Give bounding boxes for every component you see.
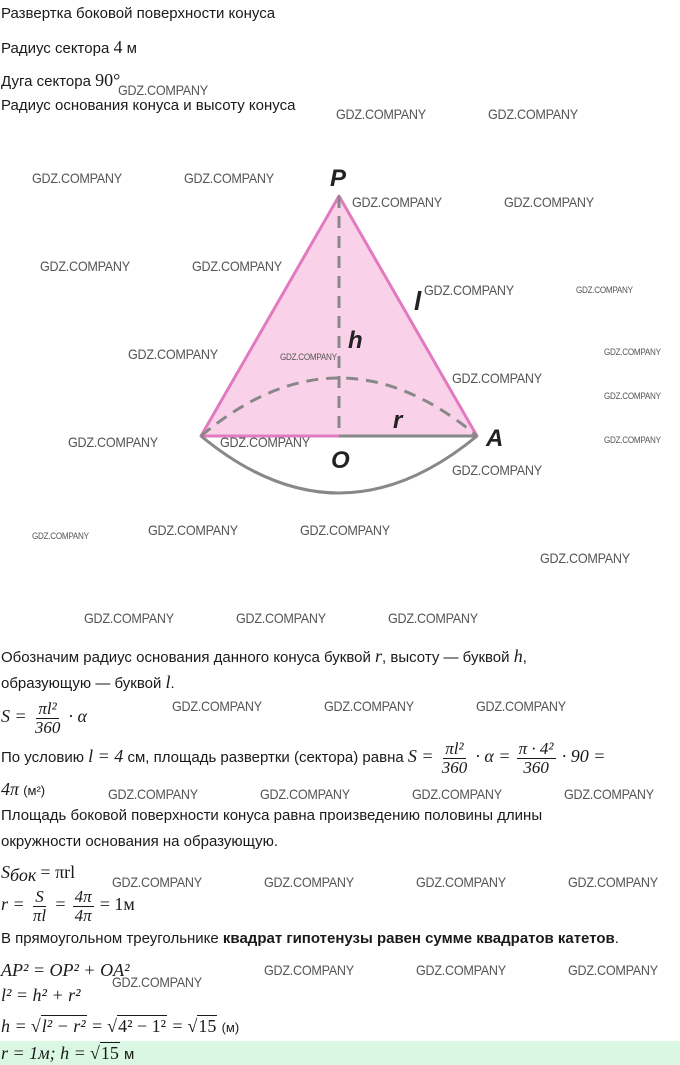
watermark: GDZ.COMPANY [148, 522, 238, 538]
intro-line-2 [1, 672, 175, 694]
watermark: GDZ.COMPANY [220, 434, 310, 450]
sbok-sub: бок [10, 865, 37, 885]
r-num-1: S [35, 886, 44, 906]
f1-fraction [33, 700, 63, 737]
pythagoras-text [1, 929, 619, 949]
var-h: h [513, 646, 523, 666]
f1-tail: · α [68, 706, 87, 726]
formula-r [1, 886, 135, 925]
eq-ap: AP² = OP² + OA² [1, 960, 130, 980]
intro-line-1 [1, 646, 527, 668]
watermark: GDZ.COMPANY [576, 285, 633, 295]
eq-h-root-2: 4² − 1² [118, 1016, 167, 1036]
cond-mid: · α = [475, 746, 511, 766]
f1-num: πl² [38, 698, 57, 718]
cond-num-1: πl² [445, 738, 464, 758]
watermark: GDZ.COMPANY [118, 82, 208, 98]
watermark: GDZ.COMPANY [336, 106, 426, 122]
eq-h-lhs: h = [1, 1016, 27, 1036]
lateral-text-1: Площадь боковой поверхности конуса равна произведению половины длины [1, 807, 543, 824]
cond-end: · 90 = [561, 746, 606, 766]
label-P: P [330, 165, 347, 192]
watermark: GDZ.COMPANY [476, 698, 566, 714]
cond-fraction-2 [517, 740, 556, 777]
given-radius-unit: м [126, 40, 137, 57]
eq-h-eq-1: = [90, 1016, 103, 1036]
r-num-2: 4π [74, 886, 92, 906]
eq-l: l² = h² + r² [1, 985, 81, 1005]
watermark: GDZ.COMPANY [424, 282, 514, 298]
r-fraction-2 [73, 888, 94, 925]
answer-root: 15 [100, 1043, 119, 1063]
formula-sector-area [1, 698, 87, 737]
watermark: GDZ.COMPANY [568, 874, 658, 890]
sbok-rhs: = πrl [40, 862, 76, 882]
watermark: GDZ.COMPANY [568, 962, 658, 978]
given-radius [1, 37, 137, 59]
cond-fraction-1 [440, 740, 470, 777]
lateral-text-2: окружности основания на образующую. [1, 833, 279, 850]
watermark: GDZ.COMPANY [128, 346, 218, 362]
r-den-2: 4π [74, 905, 92, 925]
intro-text-5: . [170, 675, 175, 692]
label-l: l [414, 286, 422, 316]
r-den-1: πl [32, 905, 47, 925]
given-arc-label: Дуга сектора [1, 73, 91, 90]
find-text: Радиус основания конуса и высоту конуса [1, 97, 296, 114]
watermark: GDZ.COMPANY [504, 194, 594, 210]
watermark: GDZ.COMPANY [280, 352, 337, 362]
eq-h-unit: (м) [221, 1020, 240, 1035]
condition-result [1, 779, 45, 801]
watermark: GDZ.COMPANY [388, 610, 478, 626]
given-arc [1, 70, 120, 92]
watermark: GDZ.COMPANY [32, 170, 122, 186]
f1-den: 360 [34, 717, 61, 737]
label-h: h [348, 327, 363, 354]
r-fraction-1 [31, 888, 48, 925]
intro-text-1: Обозначим радиус основания данного конуса буквой [1, 649, 371, 666]
intro-text-3: , [522, 649, 527, 666]
given-radius-value: 4 [113, 37, 123, 57]
watermark: GDZ.COMPANY [352, 194, 442, 210]
label-A: A [486, 425, 504, 452]
answer-text: r = 1м; h = [1, 1043, 86, 1063]
watermark: GDZ.COMPANY [264, 962, 354, 978]
var-r: r [375, 646, 383, 666]
cond-den-2: 360 [523, 757, 549, 777]
eq-h-root-1: l² − r² [41, 1016, 86, 1036]
condition-line [1, 738, 605, 777]
watermark: GDZ.COMPANY [184, 170, 274, 186]
watermark: GDZ.COMPANY [84, 610, 174, 626]
watermark: GDZ.COMPANY [108, 786, 198, 802]
cond-unit: (м²) [23, 783, 46, 798]
cond-text-2: см, площадь развертки (сектора) равна [127, 749, 404, 766]
watermark: GDZ.COMPANY [300, 522, 390, 538]
sbok-S: S [1, 862, 10, 882]
given-radius-label: Радиус сектора [1, 40, 110, 57]
watermark: GDZ.COMPANY [260, 786, 350, 802]
watermark: GDZ.COMPANY [264, 874, 354, 890]
watermark: GDZ.COMPANY [324, 698, 414, 714]
pyth-text-1: В прямоугольном треугольнике [1, 930, 219, 947]
watermark: GDZ.COMPANY [192, 258, 282, 274]
label-r: r [393, 407, 403, 434]
answer-line: r = 1м; h = √15 м [1, 1043, 135, 1063]
watermark: GDZ.COMPANY [416, 874, 506, 890]
eq-h-eq-2: = [171, 1016, 184, 1036]
watermark: GDZ.COMPANY [452, 462, 542, 478]
pyth-bold: квадрат гипотенузы равен сумме квадратов катетов [222, 930, 615, 947]
r-lhs: r = [1, 894, 25, 914]
cond-den-1: 360 [441, 757, 468, 777]
watermark: GDZ.COMPANY [604, 435, 661, 445]
watermark: GDZ.COMPANY [604, 347, 661, 357]
pyth-text-2: . [614, 930, 619, 947]
cond-S: S = [407, 746, 434, 766]
watermark: GDZ.COMPANY [172, 698, 262, 714]
intro-text-2: , высоту — буквой [382, 649, 510, 666]
watermark: GDZ.COMPANY [412, 786, 502, 802]
cond-num-2: π · 4² [518, 738, 554, 758]
page-title: Развертка боковой поверхности конуса [1, 5, 276, 22]
cond-eq: l = 4 [88, 746, 124, 766]
watermark: GDZ.COMPANY [416, 962, 506, 978]
watermark: GDZ.COMPANY [68, 434, 158, 450]
r-result: = 1м [99, 894, 135, 914]
watermark: GDZ.COMPANY [540, 550, 630, 566]
watermark: GDZ.COMPANY [32, 531, 89, 541]
f1-lhs: S = [1, 706, 27, 726]
eq-h-root-3: 15 [198, 1016, 217, 1036]
watermark: GDZ.COMPANY [112, 874, 202, 890]
watermark: GDZ.COMPANY [236, 610, 326, 626]
var-l: l [165, 672, 171, 692]
watermark: GDZ.COMPANY [604, 391, 661, 401]
r-eq: = [54, 894, 67, 914]
intro-text-4: образующую — буквой [1, 675, 162, 692]
answer-unit: м [124, 1046, 135, 1063]
watermark: GDZ.COMPANY [488, 106, 578, 122]
watermark: GDZ.COMPANY [40, 258, 130, 274]
watermark: GDZ.COMPANY [112, 974, 202, 990]
eq-h: h = √l² − r² = √4² − 1² = √15 (м) [1, 1016, 240, 1036]
cond-text-1: По условию [1, 749, 84, 766]
cond-result: 4π [1, 779, 20, 799]
formula-sbok [1, 862, 75, 884]
label-O: O [331, 447, 350, 474]
watermark: GDZ.COMPANY [564, 786, 654, 802]
given-arc-value: 90° [95, 70, 121, 90]
watermark: GDZ.COMPANY [452, 370, 542, 386]
